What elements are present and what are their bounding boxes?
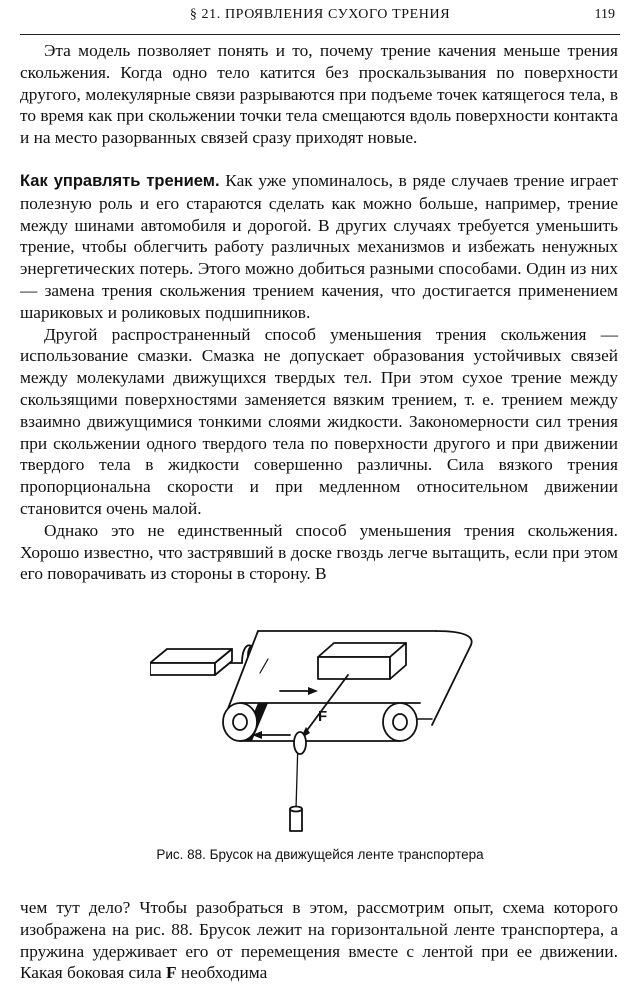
paragraph-other-method: Однако это не единственный способ уменьшения трения скольжения. Хорошо известно, что застрявший в доске гвоздь легче вытащить, если при этом его поворачивать из стороны в сторону. В: [20, 520, 618, 584]
main-text-bottom: [20, 897, 618, 984]
paragraph-control-friction: [20, 170, 618, 324]
figure-conveyor: [150, 623, 490, 843]
paragraph-lubrication: Другой распространенный способ уменьшения трения скольжения — использование смазки. Смазка не допускает образования устойчивых связей между молекулами движущихся твердых тел. При этом сухое трение между скользящими поверхностями заменяется вязким трением, т. е. трением между взаимно движущимися тонкими слоями жидкости. Закономерности сил трения при скольжении одного твердого тела по поверхности другого и при движении твердого тела в жидкости совершенно различны. Сила вязкого трения пропорциональна скорости и при медленном относительном движении становится очень малой.: [20, 324, 618, 518]
paragraph-experiment-start: чем тут дело? Чтобы разобраться в этом, рассмотрим опыт, схема которого изображена на рис. 88. Брусок лежит на горизонтальной ленте транспортера, а пружина удерживает его от перемещения вместе с лентой при ее движении. Какая боковая сила: [20, 898, 618, 983]
paragraph-experiment-end: необходима: [176, 963, 268, 983]
main-text-top: [20, 40, 618, 585]
hanging-weight: [290, 807, 302, 832]
running-title: § 21. ПРОЯВЛЕНИЯ СУХОГО ТРЕНИЯ: [189, 7, 451, 22]
header-rule: [20, 34, 620, 35]
figure-caption: Рис. 88. Брусок на движущейся ленте транспортера: [156, 847, 484, 862]
fixed-support-block: [150, 649, 232, 675]
pulley: [294, 732, 306, 754]
belt-direction-arrow-bottom: [252, 731, 290, 739]
paragraph-control-friction-body: Как уже упоминалось, в ряде случаев трение играет полезную роль и его стараются сделать как можно больше, например, трение между шинами автомобиля и дорогой. В других случаях требуется уменьшить трение, чтобы облегчить работу различных механизмов и избежать ненужных энергетических потерь. Этого можно добиться разными способами. Один из них — замена трения скольжения трением качения, что достигается применением шариковых и роликовых подшипников.: [20, 170, 618, 322]
paragraph-experiment: [20, 897, 618, 984]
section-runin-heading: Как управлять трением.: [20, 171, 220, 190]
force-label: F: [318, 708, 328, 725]
paragraph-rolling-friction: Эта модель позволяет понять и то, почему трение качения меньше трения скольжения. Когда одно тело катится без проскальзывания по поверхности другого, молекулярные связи разрываются при подъеме точек катящегося тела, в то время как при скольжении точки тела смещаются вдоль поверхности контакта и на место разорванных связей сразу приходят новые.: [20, 41, 618, 148]
block-on-belt: [318, 643, 406, 679]
running-header: [20, 7, 620, 29]
force-symbol: F: [166, 963, 177, 983]
page-number: 119: [594, 7, 615, 22]
roller-left: [223, 703, 257, 741]
